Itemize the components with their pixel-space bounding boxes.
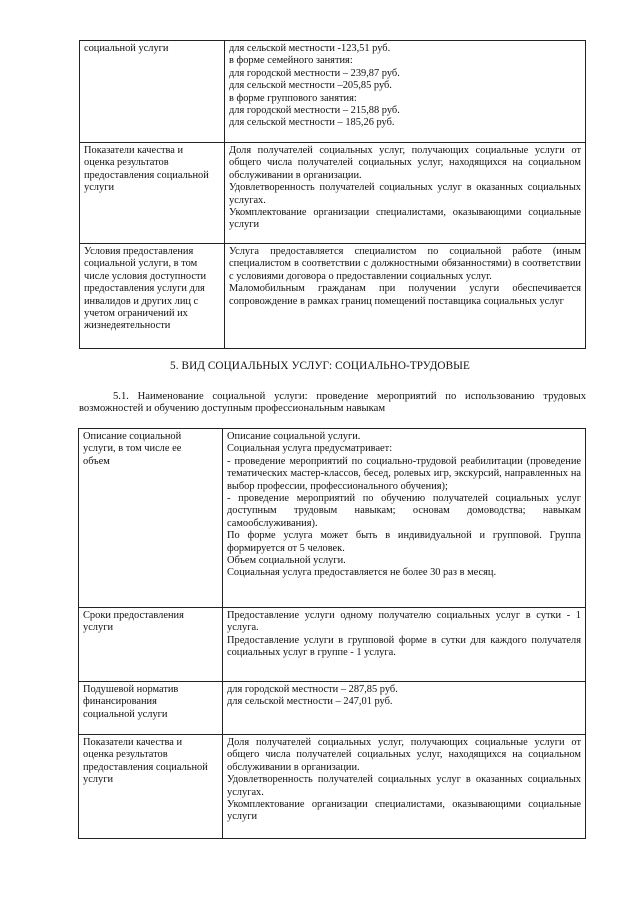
row-value-cell [225, 244, 586, 349]
value-line: для сельской местности – 247,01 руб. [227, 696, 393, 708]
table-row [79, 429, 586, 608]
label-line: финансирования [83, 696, 157, 708]
label-line: предоставления услуги для [84, 283, 205, 295]
label-line: Описание социальной [83, 431, 182, 442]
label-line: объем [83, 455, 110, 467]
row-value-cell [225, 41, 586, 143]
value-line: для городской местности – 287,85 руб. [227, 684, 398, 695]
label-line: жизнедеятельности [84, 320, 171, 332]
value-paragraph: Услуга предоставляется специалистом по социальной работе (иным специалистом в соответствии с должностными обязанностями) в соответствии с условиями договора о предоставлении социальных услуг. [229, 246, 581, 282]
label-line: предоставления социальной [84, 169, 209, 181]
row-label-cell [80, 143, 225, 244]
label-line: услуги [84, 182, 115, 194]
value-paragraph: Удовлетворенность получателей социальных услуг в оказанных социальных услугах. [229, 182, 581, 206]
label-line: инвалидов и других лиц с [84, 295, 199, 307]
row-label-cell [79, 735, 223, 839]
label-line: услуги [83, 774, 114, 786]
row-label-cell [80, 41, 225, 143]
table-row [80, 143, 586, 244]
value-paragraph: По форме услуга может быть в индивидуальной и групповой. Группа формируется от 5 человек. [227, 530, 581, 554]
value-paragraph: Укомплектование организации специалистами, оказывающими социальные услуги [227, 799, 581, 823]
value-line: для городской местности – 215,88 руб. [229, 105, 400, 117]
label-line: социальной услуги, в том [84, 258, 198, 270]
table-row [79, 682, 586, 735]
label-line: числе условия доступности [84, 270, 207, 282]
value-line: для сельской местности – 185,26 руб. [229, 117, 395, 129]
section-heading: 5. ВИД СОЦИАЛЬНЫХ УСЛУГ: СОЦИАЛЬНО-ТРУДОВЫЕ [170, 360, 470, 372]
value-paragraph: Доля получателей социальных услуг, получающих социальные услуги от общего числа получателей социальных услуг, находящихся на социальном обслуживании в организации. [229, 145, 581, 181]
value-line: для сельской местности –205,85 руб. [229, 80, 392, 92]
value-line: в форме группового занятия: [229, 92, 357, 104]
label-line: Условия предоставления [84, 246, 194, 257]
value-paragraph: Социальная услуга предусматривает: [227, 443, 393, 455]
value-paragraph: Доля получателей социальных услуг, получающих социальные услуги от общего числа получателей социальных услуг, находящихся на социальном обслуживании в организации. [227, 737, 581, 773]
value-paragraph: Укомплектование организации специалистами, оказывающими социальные услуги [229, 207, 581, 231]
value-line: для сельской местности -123,51 руб. [229, 43, 391, 54]
value-paragraph: Социальная услуга предоставляется не более 30 раз в месяц. [227, 567, 497, 579]
value-line: в форме семейного занятия: [229, 55, 353, 67]
service-name-paragraph: 5.1. Наименование социальной услуги: проведение мероприятий по использованию трудовых возможностей и обучению доступным профессиональным навыкам [79, 391, 586, 415]
services-table-2 [78, 428, 586, 839]
value-paragraph: Предоставление услуги одному получателю социальных услуг в сутки - 1 услуга. [227, 610, 581, 634]
value-paragraph: - проведение мероприятий по социально-трудовой реабилитации (проведение тематических мастер-классов, бесед, ролевых игр, экскурсий, направленных на выбор профессии, профессионального обучения); [227, 455, 581, 492]
label-line: услуги, в том числе ее [83, 443, 182, 455]
label-line: услуги [83, 622, 114, 634]
label-line: социальной услуги [83, 708, 168, 720]
value-line: для городской местности – 239,87 руб. [229, 67, 400, 79]
table-row [79, 608, 586, 682]
table-row [80, 41, 586, 143]
row-label-cell [79, 429, 223, 608]
label-line: оценка результатов [84, 157, 169, 169]
row-value-cell [225, 143, 586, 244]
value-paragraph: - проведение мероприятий по обучению получателей социальных услуг доступным трудовым навыкам; основам домоводства; навыкам самообслуживания). [227, 493, 581, 529]
row-label-cell [79, 608, 223, 682]
row-label-cell [79, 682, 223, 735]
value-paragraph: Маломобильным гражданам при получении услуги обеспечивается сопровождение в рамках границ помещений поставщика социальных услуг [229, 283, 581, 307]
row-value-cell [223, 682, 586, 735]
label-line: социальной услуги [84, 43, 169, 54]
label-line: учетом ограничений их [84, 308, 188, 320]
label-line: Показатели качества и [84, 145, 184, 156]
value-paragraph: Предоставление услуги в групповой форме в сутки для каждого получателя социальных услуг в группе - 1 услуга. [227, 634, 581, 659]
row-value-cell [223, 735, 586, 839]
label-line: Показатели качества и [83, 737, 183, 748]
row-value-cell [223, 608, 586, 682]
value-paragraph: Удовлетворенность получателей социальных услуг в оказанных социальных услугах. [227, 774, 581, 798]
services-table-1 [79, 40, 586, 349]
label-line: оценка результатов [83, 749, 168, 761]
value-paragraph: Объем социальной услуги. [227, 555, 346, 567]
value-paragraph: Описание социальной услуги. [227, 431, 361, 442]
table-row [79, 735, 586, 839]
label-line: предоставления социальной [83, 761, 208, 773]
row-label-cell [80, 244, 225, 349]
table-row [80, 244, 586, 349]
row-value-cell [223, 429, 586, 608]
label-line: Подушевой норматив [83, 684, 179, 695]
label-line: Сроки предоставления [83, 610, 184, 621]
